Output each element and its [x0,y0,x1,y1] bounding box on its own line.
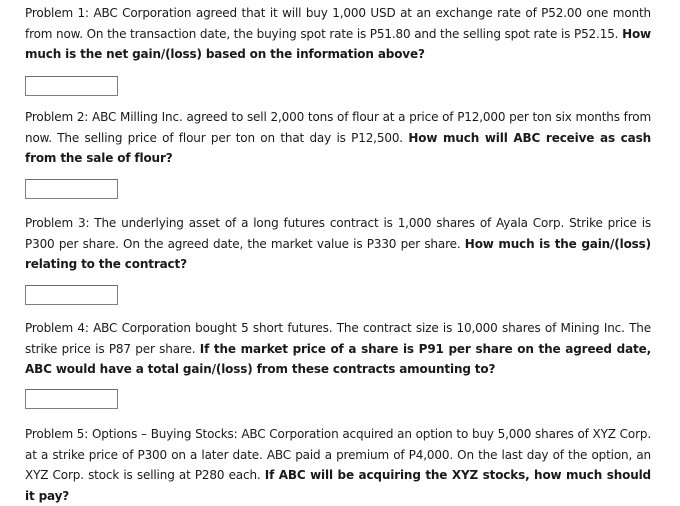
problem-1 [25,3,651,65]
problem-4-text: Problem 4: ABC Corporation bought 5 short futures. The contract size is 10,000 shares of Mining Inc. The strike price is P87 per share. [25,321,651,356]
problem-1-answer-field[interactable] [25,76,118,96]
problem-1-text: Problem 1: ABC Corporation agreed that it will buy 1,000 USD at an exchange rate of P52.00 one month from now. On the transaction date, the buying spot rate is P51.80 and the selling spot rate is P52.15. [25,6,651,41]
problem-3-answer-field[interactable] [25,285,118,305]
problem-5-question: If ABC will be acquiring the XYZ stocks, how much should it pay? [25,468,651,503]
problem-3 [25,213,651,275]
problem-3-text: Problem 3: The underlying asset of a long futures contract is 1,000 shares of Ayala Corp. Strike price is P300 per share. On the agreed date, the market value is P330 per share. [25,216,651,251]
problem-2-question: How much will ABC receive as cash from the sale of flour? [25,130,651,165]
problem-5-text: Problem 5: Options – Buying Stocks: ABC Corporation acquired an option to buy 5,000 shares of XYZ Corp. at a strike price of P300 on a later date. ABC paid a premium of P4,000. On the last day of the option, an XYZ Corp. stock is selling at P280 each. [25,427,651,482]
problem-4-answer-field[interactable] [25,389,118,409]
problem-4 [25,318,651,380]
problem-3-question: How much is the gain/(loss) relating to the contract? [25,236,652,271]
problem-2-answer-field[interactable] [25,179,118,199]
problem-2-text: Problem 2: ABC Milling Inc. agreed to sell 2,000 tons of flour at a price of P12,000 per ton six months from now. The selling price of flour per ton on that day is P12,500. [25,110,651,145]
problem-1-question: How much is the net gain/(loss) based on the information above? [25,26,651,61]
problem-5 [25,424,651,506]
problem-2 [25,107,651,169]
problem-4-question: If the market price of a share is P91 per share on the agreed date, ABC would have a total gain/(loss) from these contracts amounting to? [25,341,651,376]
